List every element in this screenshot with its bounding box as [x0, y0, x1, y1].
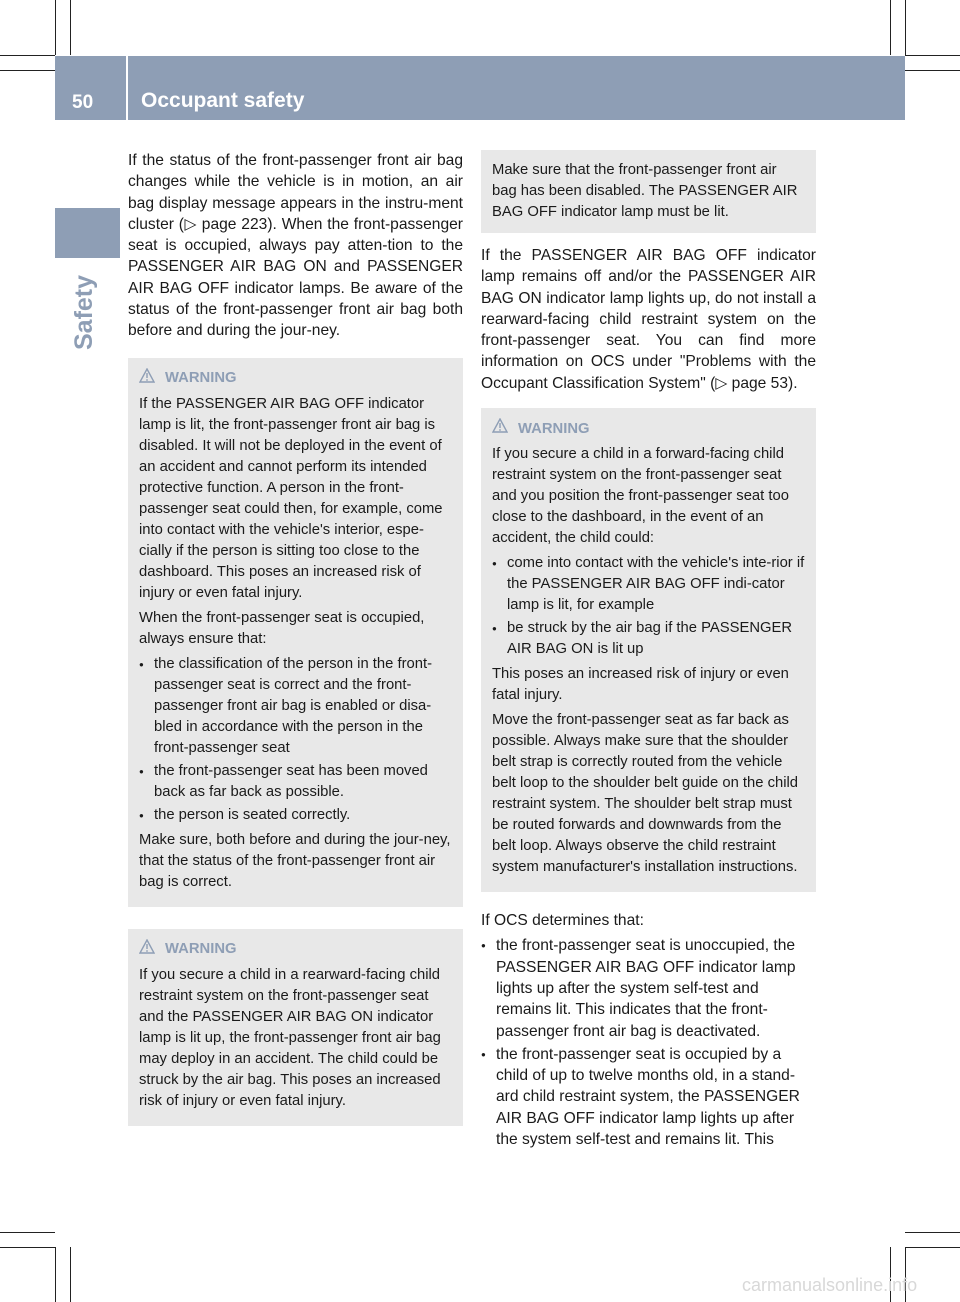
crop-mark — [0, 55, 55, 56]
warning-heading — [139, 939, 452, 961]
crop-mark — [905, 1247, 960, 1248]
warning-triangle-icon — [139, 368, 155, 390]
warning-box — [128, 358, 463, 907]
warning-triangle-icon — [139, 939, 155, 961]
body-paragraph: If the PASSENGER AIR BAG OFF indicator lamp remains off and/or the PASSENGER AIR BAG ON indicator lamp lights up, do not install a rearward-facing child restraint system on the front-passenger seat. You can find more information on OCS under "Problems with the Occupant Classification System" (▷ page 53). — [481, 247, 816, 392]
list-item: ● the front-passenger seat is occupied by a child of up to twelve months old, in a stand-ard child restraint system, the PASSENGER AIR BAG OFF indicator lamp lights up after the system self-test and remains lit. This — [481, 1044, 816, 1150]
warning-text: When the front-passenger seat is occupied, always ensure that: — [139, 609, 425, 647]
warning-label: WARNING — [518, 420, 590, 437]
crop-mark — [905, 55, 960, 56]
side-tab-label: Safety — [70, 274, 98, 350]
warning-box — [481, 408, 816, 892]
warning-text: Make sure, both before and during the jour-ney, that the status of the front-passenger front air bag is correct. — [139, 831, 451, 890]
body-paragraph: If OCS determines that: — [481, 912, 644, 930]
list-item: ● be struck by the air bag if the PASSENGER AIR BAG ON is lit up — [492, 618, 805, 660]
list-item: ● the front-passenger seat has been moved back as far back as possible. — [139, 761, 452, 803]
list-item: ● the person is seated correctly. — [139, 805, 452, 826]
crop-mark — [70, 0, 71, 55]
page-number: 50 — [72, 92, 94, 113]
bullet-list — [481, 935, 816, 1150]
warning-text: If the PASSENGER AIR BAG OFF indicator lamp is lit, the front-passenger front air bag is disabled. It will not be deployed in the event of an accident and cannot perform its intended protective function. A person in the front-passenger seat could then, for example, come into contact with the vehicle's interior, espe-cially if the person is sitting too close to the dashboard. This poses an increased risk of injury or even fatal injury. — [139, 395, 443, 601]
crop-mark — [905, 0, 906, 55]
note-text: Make sure that the front-passenger front air bag has been disabled. The PASSENGER AIR BAG OFF indicator lamp must be lit. — [492, 162, 798, 220]
list-item: ● the front-passenger seat is unoccupied, the PASSENGER AIR BAG OFF indicator lamp lights up after the system self-test and remains lit. This indicates that the front-passenger front air bag is deactivated. — [481, 935, 816, 1041]
crop-mark — [55, 0, 56, 55]
left-column — [128, 150, 463, 1144]
list-item: ● come into contact with the vehicle's inte-rior if the PASSENGER AIR BAG OFF indi-cator lamp is lit, for example — [492, 553, 805, 616]
crop-mark — [70, 1247, 71, 1302]
watermark: carmanualsonline.info — [742, 1275, 918, 1295]
crop-mark — [0, 70, 55, 71]
warning-bullet-list — [492, 553, 805, 660]
warning-label: WARNING — [165, 941, 237, 958]
crop-mark — [905, 1232, 960, 1233]
warning-triangle-icon — [492, 418, 508, 440]
header-divider — [126, 56, 128, 120]
crop-mark — [0, 1247, 55, 1248]
crop-mark — [0, 1232, 55, 1233]
warning-text: Move the front-passenger seat as far back as possible. Always make sure that the shoulder belt strap is correctly routed from the vehicle belt loop to the shoulder belt guide on the child restraint system. The shoulder belt strap must be routed forwards and downwards from the belt loop. Always observe the child restraint system manufacturer's installation instructions. — [492, 712, 799, 876]
warning-heading — [139, 368, 452, 390]
note-box — [481, 150, 816, 233]
warning-label: WARNING — [165, 370, 237, 387]
warning-text: This poses an increased risk of injury or even fatal injury. — [492, 666, 789, 704]
crop-mark — [55, 1247, 56, 1302]
crop-mark — [905, 70, 960, 71]
right-column — [481, 150, 816, 1160]
crop-mark — [890, 0, 891, 55]
warning-box — [128, 929, 463, 1126]
warning-heading — [492, 418, 805, 440]
warning-text: If you secure a child in a forward-facing child restraint system on the front-passenger seat and you position the front-passenger seat too close to the dashboard, in the event of an accident, the child could: — [492, 446, 789, 547]
section-title: Occupant safety — [141, 89, 305, 112]
warning-text: If you secure a child in a rearward-facing child restraint system on the front-passenger seat and the PASSENGER AIR BAG ON indicator lamp is lit up, the front-passenger front air bag may deploy in an accident. The child could be struck by the air bag. This poses an increased risk of injury or even fatal injury. — [139, 966, 441, 1109]
warning-bullet-list — [139, 654, 452, 826]
list-item: ● the classification of the person in the front-passenger seat is correct and the front-passenger front air bag is enabled or disa-bled in accordance with the person in the front-passenger seat — [139, 654, 452, 759]
intro-paragraph: If the status of the front-passenger front air bag changes while the vehicle is in motion, an air bag display message appears in the instru-ment cluster (▷ page 223). When the front-passenger seat is occupied, always pay atten-tion to the PASSENGER AIR BAG ON and PASSENGER AIR BAG OFF indicator lamps. Be aware of the status of the front-passenger front air bag both before and during the jour-ney. — [128, 152, 463, 340]
side-tab-block — [55, 208, 120, 258]
